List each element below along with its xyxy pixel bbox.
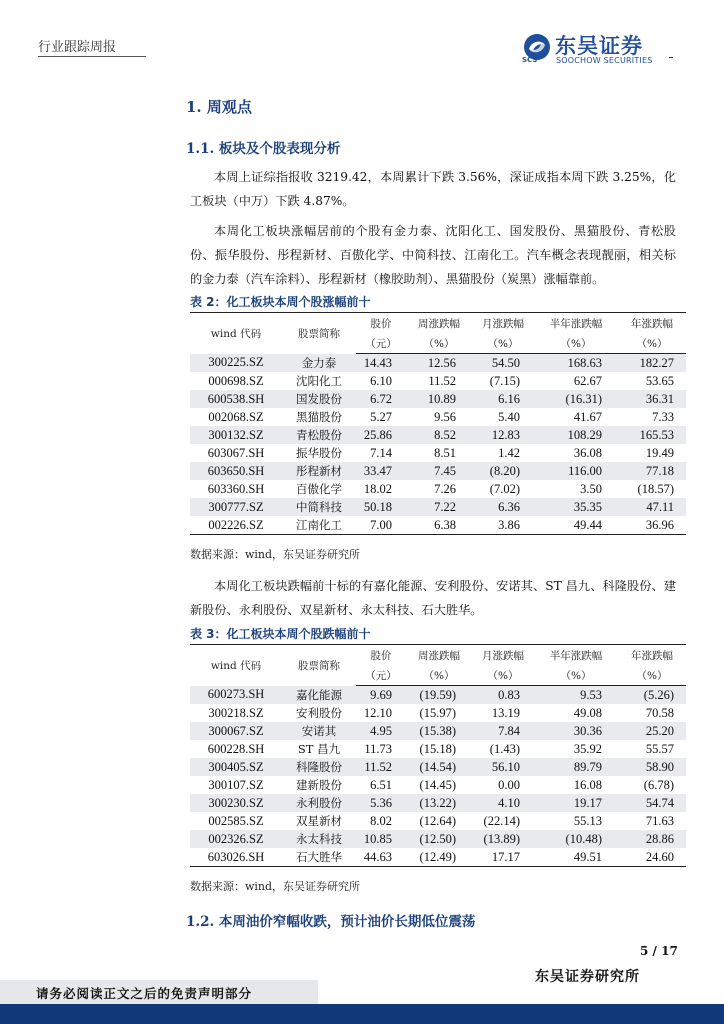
- table-cell: 55.13: [573, 813, 602, 828]
- table-cell: 62.67: [573, 373, 602, 388]
- brand-abbr: SCS: [522, 56, 538, 64]
- table-cell: 12.83: [472, 426, 534, 444]
- table-cell: 603650.SH: [190, 462, 282, 480]
- table-cell: 江南化工: [282, 516, 356, 535]
- table-row: [190, 516, 686, 535]
- table-row: [190, 794, 686, 812]
- table-cell: 6.36: [472, 498, 534, 516]
- table-cell: 603026.SH: [190, 848, 282, 867]
- table-cell: 19.17: [534, 794, 618, 812]
- table-row: [190, 812, 686, 830]
- table-cell: (15.38): [406, 722, 472, 740]
- table-cell: 安利股份: [296, 706, 342, 720]
- table-cell: 24.60: [618, 848, 686, 867]
- table-cell: 3.50: [580, 481, 602, 496]
- table-cell: 青松股份: [282, 426, 356, 444]
- subsection-title-1: 1.1. 板块及个股表现分析: [186, 141, 341, 157]
- col-price: 股价: [356, 645, 406, 666]
- table-cell: 300777.SZ: [190, 498, 282, 516]
- table-row: [190, 722, 686, 740]
- table-cell: (15.18): [419, 741, 456, 756]
- table-cell: 5.40: [498, 409, 520, 424]
- table-cell: 165.53: [618, 426, 686, 444]
- table-cell: 002585.SZ: [208, 813, 264, 828]
- report-type-label: 行业跟踪周报: [38, 40, 117, 55]
- table-cell: 56.10: [472, 758, 534, 776]
- table-cell: 8.51: [434, 445, 456, 460]
- table-cell: (15.97): [419, 705, 456, 720]
- table-cell: 70.58: [645, 705, 674, 720]
- table-top-losers: [190, 644, 686, 867]
- table-row: [190, 740, 686, 758]
- col-code: wind 代码: [190, 313, 282, 354]
- col-year-unit: （%）: [618, 665, 686, 686]
- table-cell: 300230.SZ: [190, 794, 282, 812]
- table-cell: 11.52: [356, 758, 406, 776]
- table-cell: 1.42: [498, 445, 520, 460]
- col-price-unit: （元）: [356, 665, 406, 686]
- table-cell: 108.29: [534, 426, 618, 444]
- table-cell: 嘉化能源: [282, 686, 356, 705]
- col-year: 年涨跌幅: [618, 313, 686, 334]
- table-cell: 12.56: [406, 354, 472, 373]
- table-cell: ST 昌九: [297, 742, 341, 756]
- table-cell: 36.96: [618, 516, 686, 535]
- brand-name-cn: 东吴证券: [555, 34, 643, 58]
- table-cell: 3.86: [472, 516, 534, 535]
- table-cell: 16.08: [573, 777, 602, 792]
- table-cell: 沈阳化工: [296, 374, 342, 388]
- table-cell: 300225.SZ: [190, 354, 282, 373]
- col-year: 年涨跌幅: [618, 645, 686, 666]
- table-cell: (12.49): [406, 848, 472, 867]
- table-cell: 25.20: [618, 722, 686, 740]
- table2-caption: 表 3：化工板块本周个股跌幅前十: [190, 627, 371, 641]
- table-cell: (14.54): [406, 758, 472, 776]
- table-cell: 7.14: [370, 445, 392, 460]
- table-cell: 600273.SH: [190, 686, 282, 705]
- table-row: [190, 480, 686, 498]
- table-cell: 安诺其: [282, 722, 356, 740]
- table-cell: 002326.SZ: [190, 830, 282, 848]
- brand-name-en: SOOCHOW SECURITIES: [556, 56, 653, 65]
- footer-band: [0, 1004, 724, 1024]
- table-cell: 10.89: [406, 390, 472, 408]
- table-cell: 黑猫股份: [296, 410, 342, 424]
- table-cell: (12.50): [406, 830, 472, 848]
- col-month: 月涨跌幅: [472, 313, 534, 334]
- table-row: [190, 848, 686, 867]
- table-cell: 300107.SZ: [208, 777, 264, 792]
- section-title: 1. 周观点: [186, 98, 252, 116]
- table-cell: (5.26): [618, 686, 686, 705]
- table-cell: 77.18: [618, 462, 686, 480]
- disclaimer-text: 请务必阅读正文之后的免责声明部分: [36, 986, 253, 1001]
- table-cell: 7.33: [652, 409, 674, 424]
- subsection-title-2: 1.2. 本周油价窄幅收跌，预计油价长期低位震荡: [186, 914, 476, 930]
- table1-source: 数据来源：wind，东吴证券研究所: [190, 548, 361, 561]
- col-week: 周涨跌幅: [406, 313, 472, 334]
- table-cell: 7.45: [406, 462, 472, 480]
- col-week: 周涨跌幅: [406, 645, 472, 666]
- table-cell: 6.16: [472, 390, 534, 408]
- table-cell: 7.26: [434, 481, 456, 496]
- table-cell: 600538.SH: [190, 390, 282, 408]
- table-cell: 30.36: [534, 722, 618, 740]
- col-half-unit: （%）: [534, 665, 618, 686]
- table-cell: 49.08: [573, 705, 602, 720]
- col-name: 股票简称: [282, 313, 356, 354]
- table-cell: 18.02: [363, 481, 392, 496]
- table-cell: 300067.SZ: [190, 722, 282, 740]
- table-row: [190, 354, 686, 373]
- col-name: 股票简称: [282, 645, 356, 686]
- table-row: [190, 444, 686, 462]
- table-cell: (1.43): [489, 741, 520, 756]
- table-cell: 11.52: [428, 373, 456, 388]
- table-cell: 41.67: [573, 409, 602, 424]
- table-cell: 石大胜华: [282, 848, 356, 867]
- table-cell: 9.69: [356, 686, 406, 705]
- table-cell: 19.49: [645, 445, 674, 460]
- table-cell: 36.08: [573, 445, 602, 460]
- table-cell: 4.10: [472, 794, 534, 812]
- table-cell: 6.72: [356, 390, 406, 408]
- table-cell: 17.17: [472, 848, 534, 867]
- table-row: [190, 408, 686, 426]
- table-cell: 300218.SZ: [208, 705, 264, 720]
- table-cell: 9.53: [534, 686, 618, 705]
- table-cell: 603067.SH: [207, 445, 265, 460]
- header-rule: [38, 56, 146, 57]
- table-cell: 建新股份: [296, 778, 342, 792]
- table-cell: 50.18: [356, 498, 406, 516]
- table-cell: 6.51: [370, 777, 392, 792]
- table-cell: (12.64): [419, 813, 456, 828]
- institute-name: 东吴证券研究所: [535, 969, 640, 985]
- table-cell: 168.63: [534, 354, 618, 373]
- table-cell: 5.27: [370, 409, 392, 424]
- table-cell: 182.27: [618, 354, 686, 373]
- table-cell: (22.14): [483, 813, 520, 828]
- table-cell: 振华股份: [296, 446, 342, 460]
- col-week-unit: （%）: [406, 665, 472, 686]
- col-half-unit: （%）: [534, 333, 618, 354]
- table-cell: 000698.SZ: [208, 373, 264, 388]
- table-cell: 002226.SZ: [190, 516, 282, 535]
- table-cell: 7.00: [356, 516, 406, 535]
- table-cell: 彤程新材: [282, 462, 356, 480]
- table-cell: (10.48): [534, 830, 618, 848]
- table-cell: 科隆股份: [282, 758, 356, 776]
- table-cell: 33.47: [356, 462, 406, 480]
- table-cell: 百傲化学: [296, 482, 342, 496]
- col-month-unit: （%）: [472, 333, 534, 354]
- col-month-unit: （%）: [472, 665, 534, 686]
- table-cell: (19.59): [406, 686, 472, 705]
- table-cell: 8.02: [370, 813, 392, 828]
- paragraph-market: 本周上证综指报收 3219.42，本周累计下跌 3.56%，深证成指本周下跌 3.25%，化工板块（中万）下跌 4.87%。: [190, 170, 676, 208]
- table-cell: 国发股份: [282, 390, 356, 408]
- table-cell: 10.85: [356, 830, 406, 848]
- table-top-gainers: [190, 312, 686, 535]
- table-row: [190, 776, 686, 794]
- col-price-unit: （元）: [356, 333, 406, 354]
- table-cell: (18.57): [637, 481, 674, 496]
- table-cell: 44.63: [356, 848, 406, 867]
- table-cell: (16.31): [534, 390, 618, 408]
- table-cell: 永太科技: [282, 830, 356, 848]
- table-cell: (7.02): [489, 481, 520, 496]
- col-code: wind 代码: [190, 645, 282, 686]
- table-cell: 永利股份: [282, 794, 356, 812]
- table-cell: (13.22): [406, 794, 472, 812]
- table-cell: (13.89): [472, 830, 534, 848]
- table-cell: 116.00: [534, 462, 618, 480]
- table-cell: 12.10: [363, 705, 392, 720]
- paragraph-losers: 本周化工板块跌幅前十标的有嘉化能源、安利股份、安诺其、ST 昌九、科隆股份、建新股份、永利股份、双星新材、永太科技、石大胜华。: [190, 579, 676, 617]
- paragraph-gainers: 本周化工板块涨幅居前的个股有金力泰、沈阳化工、国发股份、黑猫股份、青松股份、振华股份、彤程新材、百傲化学、中简科技、江南化工。汽车概念表现靓丽，相关标的金力泰（汽车涂料）、彤程新材（橡胶助剂）、黑猫股份（炭黑）涨幅靠前。: [190, 224, 676, 286]
- table-cell: (14.45): [419, 777, 456, 792]
- col-month: 月涨跌幅: [472, 645, 534, 666]
- table-cell: 54.74: [618, 794, 686, 812]
- table-row: [190, 390, 686, 408]
- table-cell: 58.90: [618, 758, 686, 776]
- table-cell: 14.43: [356, 354, 406, 373]
- col-year-unit: （%）: [618, 333, 686, 354]
- table-cell: 53.65: [645, 373, 674, 388]
- table-row: [190, 686, 686, 705]
- table-cell: (8.20): [472, 462, 534, 480]
- table-cell: 49.44: [534, 516, 618, 535]
- table-cell: 中简科技: [282, 498, 356, 516]
- table-row: [190, 830, 686, 848]
- table-row: [190, 704, 686, 722]
- table-row: [190, 758, 686, 776]
- table-row: [190, 372, 686, 390]
- table-cell: 11.73: [364, 741, 392, 756]
- table-cell: 35.35: [534, 498, 618, 516]
- table-cell: 7.84: [472, 722, 534, 740]
- table-cell: 6.38: [406, 516, 472, 535]
- table-cell: 002068.SZ: [208, 409, 264, 424]
- table-cell: 13.19: [491, 705, 520, 720]
- table-cell: 6.10: [370, 373, 392, 388]
- table-cell: 603360.SH: [207, 481, 265, 496]
- table-row: [190, 462, 686, 480]
- col-half: 半年涨跌幅: [534, 313, 618, 334]
- table-cell: 71.63: [645, 813, 674, 828]
- table-cell: 7.22: [406, 498, 472, 516]
- table-cell: 0.00: [498, 777, 520, 792]
- table-cell: 600228.SH: [207, 741, 265, 756]
- table-cell: 双星新材: [296, 814, 342, 828]
- header-dash: [669, 57, 673, 58]
- table-row: [190, 498, 686, 516]
- table-cell: 36.31: [618, 390, 686, 408]
- table-cell: 300132.SZ: [190, 426, 282, 444]
- col-half: 半年涨跌幅: [534, 645, 618, 666]
- table-cell: 0.83: [472, 686, 534, 705]
- table-cell: 4.95: [356, 722, 406, 740]
- table-cell: 8.52: [406, 426, 472, 444]
- table-cell: 55.57: [645, 741, 674, 756]
- table-cell: 54.50: [472, 354, 534, 373]
- table-cell: 49.51: [534, 848, 618, 867]
- table-row: [190, 426, 686, 444]
- table-cell: (7.15): [489, 373, 520, 388]
- col-week-unit: （%）: [406, 333, 472, 354]
- table-cell: (6.78): [643, 777, 674, 792]
- table-cell: 25.86: [356, 426, 406, 444]
- table2-source: 数据来源：wind，东吴证券研究所: [190, 880, 361, 893]
- table-cell: 9.56: [434, 409, 456, 424]
- table-cell: 金力泰: [282, 354, 356, 373]
- table-cell: 47.11: [618, 498, 686, 516]
- page-number: 5 / 17: [640, 944, 678, 958]
- table-cell: 89.79: [534, 758, 618, 776]
- table1-caption: 表 2：化工板块本周个股涨幅前十: [190, 295, 371, 309]
- col-price: 股价: [356, 313, 406, 334]
- table-cell: 28.86: [618, 830, 686, 848]
- table-cell: 5.36: [356, 794, 406, 812]
- table-cell: 300405.SZ: [190, 758, 282, 776]
- table-cell: 35.92: [573, 741, 602, 756]
